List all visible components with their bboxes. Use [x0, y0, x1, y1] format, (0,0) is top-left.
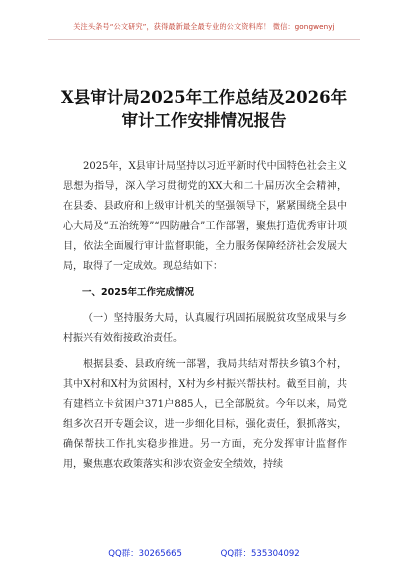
intro-paragraph: 2025年，X县审计局坚持以习近平新时代中国特色社会主义思想为指导，深入学习贯彻党的XX大和二十届历次全会精神，在县委、县政府和上级审计机关的坚强领导下，紧紧围绕全县中心大局及“五治统筹”“四防融合”工作部署，聚焦打造优秀审计项目，依法全面履行审计监督职能，全力服务保障经济社会发展大局，取得了一定成效。现总结如下：: [63, 161, 347, 272]
body-paragraph: 根据县委、县政府统一部署，我局共结对帮扶乡镇3个村，其中X村和X村为贫困村，X村为乡村振兴帮扶村。截至目前，共有建档立卡贫困户371户885人，已全部脱贫。今年以来，局党组多次召开专题会议，进一步细化目标，强化责任，狠抓落实，确保帮扶工作扎实稳步推进。另一方面，充分发挥审计监督作用，聚焦惠农政策落实和涉农资金安全绩效，持续: [63, 359, 347, 470]
subsection-paragraph: （一）坚持服务大局，认真履行巩固拓展脱贫攻坚成果与乡村振兴有效衔接政治责任。: [63, 313, 347, 344]
header-banner: [0, 22, 408, 42]
footer-qq-2: QQ群：535304092: [220, 549, 300, 559]
document-title: [50, 86, 358, 132]
document-body: [63, 157, 347, 475]
title-line-2: 审计工作安排情况报告: [121, 111, 287, 130]
footer-contact: [0, 547, 408, 559]
section-heading: 一、2025年工作完成情况: [82, 287, 194, 298]
header-banner-text: 关注头条号“公文研究”，获得最新最全最专业的公文资料库！ 微信：gongwenyj: [73, 22, 335, 31]
title-line-1: X县审计局2025年工作总结及2026年: [60, 88, 348, 107]
header-divider: [48, 39, 360, 40]
footer-qq-1: QQ群：30265665: [108, 549, 182, 559]
